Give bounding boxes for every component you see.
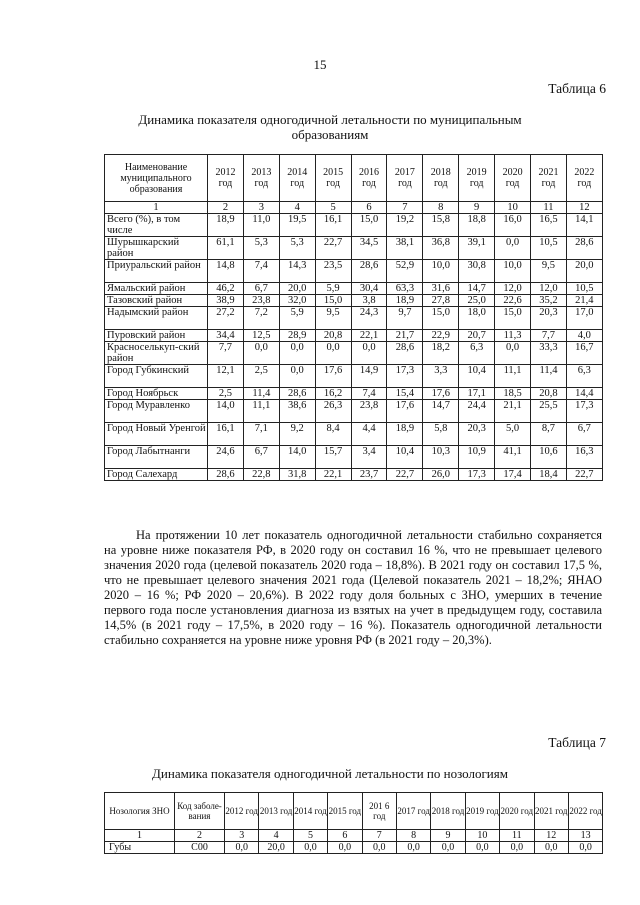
table6-header-cell: 2014 год [279, 155, 315, 202]
table6-index-cell: 12 [566, 202, 602, 214]
value-cell: 23,8 [243, 295, 279, 307]
table6-index-cell: 5 [315, 202, 351, 214]
table7-index-cell: 5 [293, 830, 327, 842]
table7-index-cell: 4 [259, 830, 293, 842]
value-cell: 15,0 [351, 214, 387, 237]
value-cell: 27,2 [208, 307, 244, 330]
table6-header-cell: 2020 год [495, 155, 531, 202]
table7-index-row [105, 830, 603, 842]
table6-index-cell: 2 [208, 202, 244, 214]
table7-header-cell: 2021 год [534, 793, 568, 830]
value-cell: 5,3 [243, 237, 279, 260]
value-cell: 20,0 [566, 260, 602, 283]
table-row [105, 330, 603, 342]
value-cell: 10,9 [459, 446, 495, 469]
value-cell: 14,8 [208, 260, 244, 283]
value-cell: 38,1 [387, 237, 423, 260]
table6-header-cell: 2018 год [423, 155, 459, 202]
value-cell: 7,7 [531, 330, 567, 342]
table7-header-cell: 2013 год [259, 793, 293, 830]
value-cell: 15,0 [423, 307, 459, 330]
value-cell: 0,0 [225, 842, 259, 854]
row-code-cell: С00 [175, 842, 225, 854]
value-cell: 20,3 [459, 423, 495, 446]
value-cell: 22,6 [495, 295, 531, 307]
value-cell: 0,0 [431, 842, 465, 854]
value-cell: 12,0 [495, 283, 531, 295]
value-cell: 5,0 [495, 423, 531, 446]
value-cell: 33,3 [531, 342, 567, 365]
value-cell: 14,3 [279, 260, 315, 283]
table-row [105, 365, 603, 388]
value-cell: 16,7 [566, 342, 602, 365]
table-row [105, 423, 603, 446]
row-name-cell: Город Салехард [105, 469, 208, 481]
value-cell: 34,5 [351, 237, 387, 260]
value-cell: 17,3 [566, 400, 602, 423]
value-cell: 11,0 [243, 214, 279, 237]
table6-index-cell: 3 [243, 202, 279, 214]
value-cell: 10,6 [531, 446, 567, 469]
value-cell: 7,7 [208, 342, 244, 365]
value-cell: 11,3 [495, 330, 531, 342]
value-cell: 17,4 [495, 469, 531, 481]
table6-index-cell: 11 [531, 202, 567, 214]
table7-header-cell: 201 6 год [362, 793, 396, 830]
table6-index-row [105, 202, 603, 214]
value-cell: 61,1 [208, 237, 244, 260]
value-cell: 14,4 [566, 388, 602, 400]
value-cell: 23,7 [351, 469, 387, 481]
table7-index-cell: 10 [465, 830, 499, 842]
value-cell: 21,1 [495, 400, 531, 423]
value-cell: 5,9 [315, 283, 351, 295]
value-cell: 16,1 [315, 214, 351, 237]
value-cell: 26,0 [423, 469, 459, 481]
value-cell: 15,8 [423, 214, 459, 237]
table6-header-cell: 2015 год [315, 155, 351, 202]
value-cell: 23,8 [351, 400, 387, 423]
value-cell: 17,6 [423, 388, 459, 400]
value-cell: 22,7 [315, 237, 351, 260]
table7-index-cell: 6 [328, 830, 362, 842]
value-cell: 24,6 [208, 446, 244, 469]
value-cell: 28,9 [279, 330, 315, 342]
value-cell: 0,0 [465, 842, 499, 854]
value-cell: 4,4 [351, 423, 387, 446]
value-cell: 20,0 [279, 283, 315, 295]
value-cell: 14,7 [423, 400, 459, 423]
table6-header-cell: Наименование муниципального образования [105, 155, 208, 202]
value-cell: 25,5 [531, 400, 567, 423]
table7-caption: Таблица 7 [548, 735, 606, 750]
value-cell: 9,2 [279, 423, 315, 446]
table7-index-cell: 3 [225, 830, 259, 842]
value-cell: 0,0 [495, 237, 531, 260]
table-row [105, 283, 603, 295]
table6-header-cell: 2022 год [566, 155, 602, 202]
table6-header-cell: 2016 год [351, 155, 387, 202]
body-paragraph [104, 528, 602, 648]
table6-caption: Таблица 6 [548, 81, 606, 96]
value-cell: 10,3 [423, 446, 459, 469]
value-cell: 16,0 [495, 214, 531, 237]
row-name-cell: Губы [105, 842, 175, 854]
table-row [105, 400, 603, 423]
value-cell: 32,0 [279, 295, 315, 307]
value-cell: 28,6 [387, 342, 423, 365]
value-cell: 14,0 [279, 446, 315, 469]
value-cell: 18,0 [459, 307, 495, 330]
value-cell: 15,0 [495, 307, 531, 330]
table6-header-cell: 2021 год [531, 155, 567, 202]
value-cell: 6,3 [566, 365, 602, 388]
table-row [105, 342, 603, 365]
value-cell: 16,1 [208, 423, 244, 446]
value-cell: 19,2 [387, 214, 423, 237]
value-cell: 14,1 [566, 214, 602, 237]
value-cell: 14,7 [459, 283, 495, 295]
value-cell: 5,9 [279, 307, 315, 330]
table6-index-cell: 9 [459, 202, 495, 214]
value-cell: 19,5 [279, 214, 315, 237]
value-cell: 8,4 [315, 423, 351, 446]
paragraph-text: На протяжении 10 лет показатель одногодичной летальности стабильно сохраняется на уровне ниже показателя РФ, в 2020 году он составил 16 %, что не превышает целевого значения 2020 года (целевой показатель 2020 года – 18,8%). В 2021 году он составил 17,5 %, что не превышает целевого значения 2021 года (Целевой показатель 2021 – 18,2%; ЯНАО 2020 – 16 %; РФ 2020 – 20,6%). В 2022 году доля больных с ЗНО, умерших в течение первого года после установления диагноза из взятых на учет в предыдущем году, составила 14,5% (в 2021 году – 17,5%, в 2020 году – 16 %). Показатель одногодичной летальности стабильно сохраняется на уровне ниже уровня РФ (в 2021 году – 20,3%). [104, 528, 602, 647]
row-name-cell: Приуральский район [105, 260, 208, 283]
value-cell: 21,7 [387, 330, 423, 342]
value-cell: 10,4 [459, 365, 495, 388]
value-cell: 20,3 [531, 307, 567, 330]
table-row [105, 260, 603, 283]
value-cell: 27,8 [423, 295, 459, 307]
table6-index-cell: 10 [495, 202, 531, 214]
value-cell: 3,3 [423, 365, 459, 388]
table-row [105, 469, 603, 481]
value-cell: 18,9 [387, 295, 423, 307]
value-cell: 31,8 [279, 469, 315, 481]
table7-index-cell: 9 [431, 830, 465, 842]
value-cell: 46,2 [208, 283, 244, 295]
value-cell: 10,5 [566, 283, 602, 295]
table-row [105, 214, 603, 237]
value-cell: 17,6 [387, 400, 423, 423]
table7-index-cell: 1 [105, 830, 175, 842]
table7-index-cell: 12 [534, 830, 568, 842]
value-cell: 4,0 [566, 330, 602, 342]
value-cell: 38,9 [208, 295, 244, 307]
value-cell: 0,0 [279, 365, 315, 388]
table6-index-cell: 6 [351, 202, 387, 214]
value-cell: 0,0 [243, 342, 279, 365]
table7 [104, 792, 603, 854]
value-cell: 38,6 [279, 400, 315, 423]
value-cell: 15,7 [315, 446, 351, 469]
value-cell: 11,4 [243, 388, 279, 400]
row-name-cell: Тазовский район [105, 295, 208, 307]
table-row [105, 295, 603, 307]
table-row [105, 842, 603, 854]
value-cell: 18,9 [387, 423, 423, 446]
table7-index-cell: 7 [362, 830, 396, 842]
row-name-cell: Город Ноябрьск [105, 388, 208, 400]
value-cell: 18,4 [531, 469, 567, 481]
value-cell: 9,5 [315, 307, 351, 330]
value-cell: 20,0 [259, 842, 293, 854]
value-cell: 0,0 [495, 342, 531, 365]
value-cell: 17,3 [387, 365, 423, 388]
row-name-cell: Пуровский район [105, 330, 208, 342]
value-cell: 5,3 [279, 237, 315, 260]
table7-header-cell: Код заболе-вания [175, 793, 225, 830]
table6-index-cell: 8 [423, 202, 459, 214]
value-cell: 16,5 [531, 214, 567, 237]
value-cell: 28,6 [208, 469, 244, 481]
value-cell: 22,1 [351, 330, 387, 342]
value-cell: 28,6 [351, 260, 387, 283]
value-cell: 36,8 [423, 237, 459, 260]
table6-header-row [105, 155, 603, 202]
value-cell: 18,8 [459, 214, 495, 237]
value-cell: 3,8 [351, 295, 387, 307]
row-name-cell: Город Лабытнанги [105, 446, 208, 469]
table7-header-cell: 2017 год [396, 793, 430, 830]
value-cell: 10,0 [423, 260, 459, 283]
table7-index-cell: 2 [175, 830, 225, 842]
value-cell: 0,0 [500, 842, 534, 854]
table7-title: Динамика показателя одногодичной летальности по нозологиям [152, 766, 508, 781]
table7-index-cell: 8 [396, 830, 430, 842]
value-cell: 22,9 [423, 330, 459, 342]
value-cell: 22,8 [243, 469, 279, 481]
value-cell: 16,3 [566, 446, 602, 469]
value-cell: 12,1 [208, 365, 244, 388]
table6-index-cell: 1 [105, 202, 208, 214]
page-number: 15 [313, 57, 327, 72]
value-cell: 0,0 [568, 842, 602, 854]
value-cell: 18,5 [495, 388, 531, 400]
table7-header-cell: 2015 год [328, 793, 362, 830]
value-cell: 41,1 [495, 446, 531, 469]
table7-header-cell: 2012 год [225, 793, 259, 830]
value-cell: 9,5 [531, 260, 567, 283]
value-cell: 7,4 [243, 260, 279, 283]
value-cell: 18,2 [423, 342, 459, 365]
value-cell: 39,1 [459, 237, 495, 260]
value-cell: 11,1 [495, 365, 531, 388]
value-cell: 10,4 [387, 446, 423, 469]
table-row [105, 446, 603, 469]
value-cell: 20,7 [459, 330, 495, 342]
value-cell: 14,0 [208, 400, 244, 423]
value-cell: 15,4 [387, 388, 423, 400]
row-name-cell: Всего (%), в том числе [105, 214, 208, 237]
table-row [105, 388, 603, 400]
row-name-cell: Шурышкарский район [105, 237, 208, 260]
value-cell: 9,7 [387, 307, 423, 330]
table6-header-cell: 2017 год [387, 155, 423, 202]
row-name-cell: Надымский район [105, 307, 208, 330]
value-cell: 0,0 [396, 842, 430, 854]
row-name-cell: Город Новый Уренгой [105, 423, 208, 446]
table7-header-cell: 2018 год [431, 793, 465, 830]
value-cell: 30,4 [351, 283, 387, 295]
value-cell: 12,0 [531, 283, 567, 295]
table7-header-cell: 2014 год [293, 793, 327, 830]
value-cell: 0,0 [351, 342, 387, 365]
value-cell: 6,3 [459, 342, 495, 365]
value-cell: 0,0 [279, 342, 315, 365]
table6-index-cell: 7 [387, 202, 423, 214]
table7-header-cell: 2020 год [500, 793, 534, 830]
value-cell: 0,0 [328, 842, 362, 854]
value-cell: 10,5 [531, 237, 567, 260]
value-cell: 6,7 [243, 446, 279, 469]
value-cell: 10,0 [495, 260, 531, 283]
value-cell: 26,3 [315, 400, 351, 423]
value-cell: 12,5 [243, 330, 279, 342]
table-row [105, 307, 603, 330]
row-name-cell: Красноселькуп-ский район [105, 342, 208, 365]
value-cell: 21,4 [566, 295, 602, 307]
value-cell: 31,6 [423, 283, 459, 295]
table6-header-cell: 2013 год [243, 155, 279, 202]
value-cell: 35,2 [531, 295, 567, 307]
value-cell: 20,8 [315, 330, 351, 342]
value-cell: 11,1 [243, 400, 279, 423]
table-row [105, 237, 603, 260]
value-cell: 3,4 [351, 446, 387, 469]
value-cell: 6,7 [566, 423, 602, 446]
value-cell: 6,7 [243, 283, 279, 295]
value-cell: 30,8 [459, 260, 495, 283]
value-cell: 28,6 [566, 237, 602, 260]
value-cell: 11,4 [531, 365, 567, 388]
value-cell: 22,7 [387, 469, 423, 481]
table7-index-cell: 11 [500, 830, 534, 842]
value-cell: 17,1 [459, 388, 495, 400]
value-cell: 22,1 [315, 469, 351, 481]
value-cell: 17,3 [459, 469, 495, 481]
value-cell: 2,5 [208, 388, 244, 400]
value-cell: 17,0 [566, 307, 602, 330]
value-cell: 63,3 [387, 283, 423, 295]
value-cell: 5,8 [423, 423, 459, 446]
value-cell: 15,0 [315, 295, 351, 307]
value-cell: 28,6 [279, 388, 315, 400]
value-cell: 7,2 [243, 307, 279, 330]
value-cell: 8,7 [531, 423, 567, 446]
value-cell: 0,0 [362, 842, 396, 854]
table6-header-cell: 2019 год [459, 155, 495, 202]
value-cell: 16,2 [315, 388, 351, 400]
value-cell: 24,3 [351, 307, 387, 330]
value-cell: 2,5 [243, 365, 279, 388]
value-cell: 7,1 [243, 423, 279, 446]
value-cell: 23,5 [315, 260, 351, 283]
table6-index-cell: 4 [279, 202, 315, 214]
table7-header-cell: 2019 год [465, 793, 499, 830]
value-cell: 20,8 [531, 388, 567, 400]
value-cell: 52,9 [387, 260, 423, 283]
value-cell: 17,6 [315, 365, 351, 388]
value-cell: 0,0 [315, 342, 351, 365]
table7-header-row [105, 793, 603, 830]
row-name-cell: Город Муравленко [105, 400, 208, 423]
table7-header-cell: Нозология ЗНО [105, 793, 175, 830]
value-cell: 0,0 [293, 842, 327, 854]
value-cell: 0,0 [534, 842, 568, 854]
row-name-cell: Город Губкинский [105, 365, 208, 388]
value-cell: 34,4 [208, 330, 244, 342]
table6 [104, 154, 603, 481]
value-cell: 14,9 [351, 365, 387, 388]
table6-header-cell: 2012 год [208, 155, 244, 202]
table7-index-cell: 13 [568, 830, 602, 842]
value-cell: 24,4 [459, 400, 495, 423]
row-name-cell: Ямальский район [105, 283, 208, 295]
table7-header-cell: 2022 год [568, 793, 602, 830]
table6-title: Динамика показателя одногодичной летальности по муниципальным образованиям [138, 112, 522, 142]
value-cell: 22,7 [566, 469, 602, 481]
value-cell: 7,4 [351, 388, 387, 400]
value-cell: 18,9 [208, 214, 244, 237]
value-cell: 25,0 [459, 295, 495, 307]
